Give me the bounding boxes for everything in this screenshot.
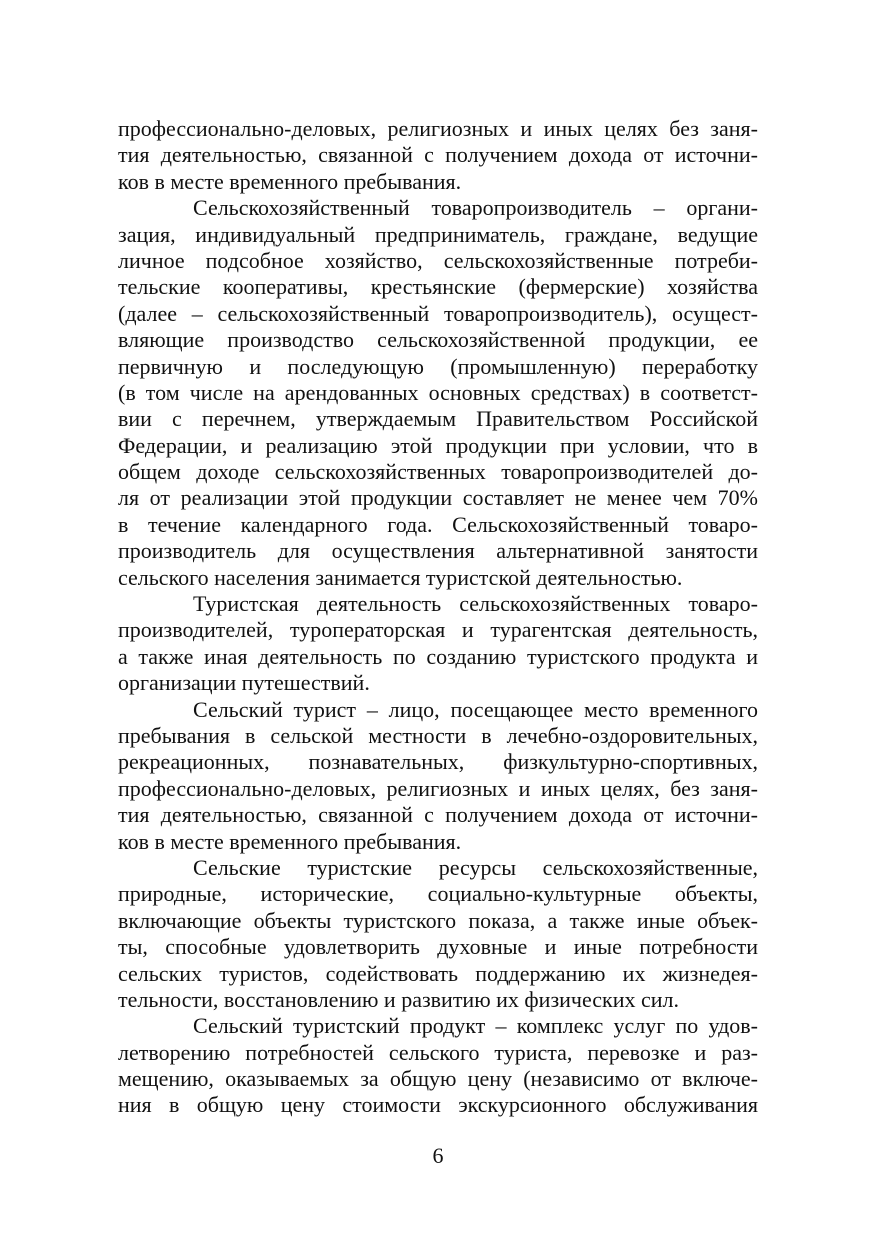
text-line: мещению, оказываемых за общую цену (независимо от включе-	[118, 1066, 758, 1092]
text-line: первичную и последующую (промышленную) переработку	[118, 353, 758, 379]
text-line: пребывания в сельской местности в лечебно-оздоровительных,	[118, 722, 758, 748]
text-line: ков в месте временного пребывания.	[118, 828, 462, 854]
text-line: тия деятельностью, связанной с получением дохода от источни-	[118, 142, 758, 168]
text-line: личное подсобное хозяйство, сельскохозяйственные потреби-	[118, 247, 758, 273]
text-line: профессионально-деловых, религиозных и иных целях, без заня-	[118, 775, 758, 801]
text-line: ты, способные удовлетворить духовные и иные потребности	[118, 934, 758, 960]
text-line: тия деятельностью, связанной с получением дохода от источни-	[118, 802, 758, 828]
text-line: а также иная деятельность по созданию туристского продукта и	[118, 643, 758, 669]
text-line: ния в общую цену стоимости экскурсионного обслуживания	[118, 1092, 758, 1118]
text-line: Сельские туристские ресурсы сельскохозяйственные,	[193, 854, 758, 880]
text-line: сельских туристов, содействовать поддержанию их жизнедея-	[118, 960, 758, 986]
text-line: ля от реализации этой продукции составляет не менее чем 70%	[118, 485, 758, 511]
text-line: организации путешествий.	[118, 670, 370, 696]
text-line: Сельский турист – лицо, посещающее место временного	[193, 696, 758, 722]
text-line: (в том числе на арендованных основных средствах) в соответст-	[118, 379, 758, 405]
text-line: тельские кооперативы, крестьянские (фермерские) хозяйства	[118, 274, 758, 300]
text-line: природные, исторические, социально-культурные объекты,	[118, 881, 758, 907]
text-line: включающие объекты туристского показа, а также иные объек-	[118, 907, 758, 933]
paragraph-6	[118, 1013, 758, 1119]
text-line: ков в месте временного пребывания.	[118, 168, 462, 194]
text-line: Сельский туристский продукт – комплекс услуг по удов-	[193, 1013, 758, 1039]
text-line: вляющие производство сельскохозяйственной продукции, ее	[118, 327, 758, 353]
paragraph-2	[118, 195, 758, 591]
paragraph-4	[118, 697, 758, 855]
text-line: (далее – сельскохозяйственный товаропроизводитель), осущест-	[118, 300, 758, 326]
text-line: зация, индивидуальный предприниматель, граждане, ведущие	[118, 221, 758, 247]
text-line: Сельскохозяйственный товаропроизводитель – органи-	[193, 195, 758, 221]
page-number: 6	[432, 1143, 444, 1168]
paragraph-3	[118, 591, 758, 697]
text-line: рекреационных, познавательных, физкультурно-спортивных,	[118, 749, 758, 775]
text-line: производитель для осуществления альтернативной занятости	[118, 538, 758, 564]
text-line: профессионально-деловых, религиозных и иных целях без заня-	[118, 116, 758, 141]
paragraph-1	[118, 116, 758, 195]
text-line: в течение календарного года. Сельскохозяйственный товаро-	[118, 511, 758, 537]
text-line: Туристская деятельность сельскохозяйственных товаро-	[193, 591, 758, 617]
text-line: вии с перечнем, утверждаемым Правительством Российской	[118, 406, 758, 432]
text-line: общем доходе сельскохозяйственных товаропроизводителей до-	[118, 459, 758, 485]
document-page	[118, 116, 758, 1126]
text-line: производителей, туроператорская и турагентская деятельность,	[118, 617, 758, 643]
text-line: Федерации, и реализацию этой продукции при условии, что в	[118, 432, 758, 458]
paragraph-5	[118, 855, 758, 1013]
text-line: сельского населения занимается туристской деятельностью.	[118, 564, 683, 590]
text-line: тельности, восстановлению и развитию их физических сил.	[118, 986, 680, 1012]
text-line: летворению потребностей сельского туриста, перевозке и раз-	[118, 1039, 758, 1065]
